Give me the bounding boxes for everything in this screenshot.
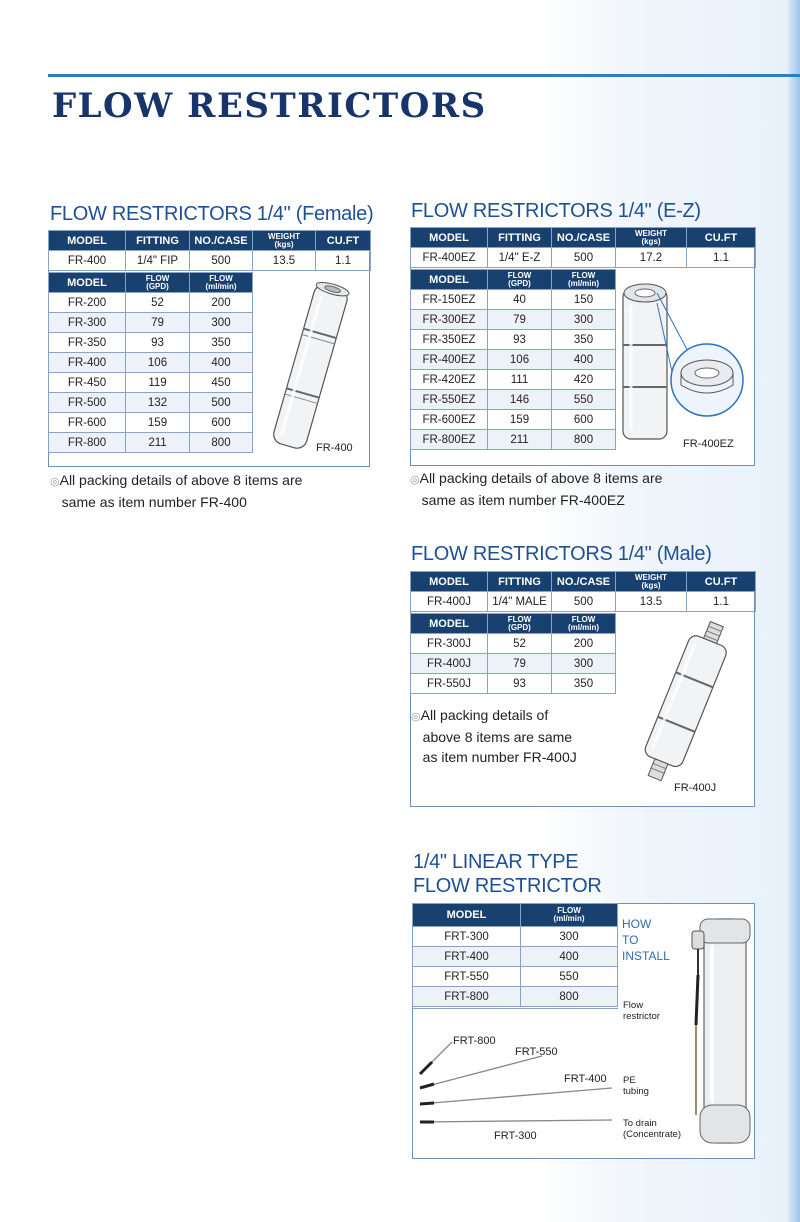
spec-model: FR-400 (49, 251, 126, 271)
fr-400j-figure-label: FR-400J (674, 782, 717, 794)
header-flow-gpd: FLOW (GPD) (488, 614, 552, 634)
frt-800-tube-label: FRT-800 (453, 1035, 496, 1047)
page-edge-bar (788, 0, 800, 1222)
header-flow-ml: FLOW (ml/min) (190, 273, 253, 293)
table-row: FR-200 52 200 (49, 293, 253, 313)
header-fitting: FITTING (488, 572, 552, 592)
male-section-title: FLOW RESTRICTORS 1/4" (Male) (411, 543, 712, 565)
header-cuft: CU.FT (687, 572, 756, 592)
table-row: FR-600 159 600 (49, 413, 253, 433)
spec-cuft: 1.1 (687, 592, 756, 612)
header-no-case: NO./CASE (552, 572, 616, 592)
header-flow-ml: FLOW (ml/min) (552, 614, 616, 634)
table-row: FR-600EZ 159 600 (411, 410, 616, 430)
ez-section-title: FLOW RESTRICTORS 1/4" (E-Z) (411, 200, 701, 222)
table-row: FR-400EZ 106 400 (411, 350, 616, 370)
female-spec-table (48, 230, 371, 271)
header-cuft: CU.FT (687, 228, 756, 248)
header-model: MODEL (411, 270, 488, 290)
table-row: FR-300 79 300 (49, 313, 253, 333)
to-drain-label: To drain (Concentrate) (623, 1118, 682, 1140)
spec-cuft: 1.1 (316, 251, 371, 271)
female-flow-table (48, 272, 253, 453)
table-row: FRT-400 400 (413, 947, 618, 967)
table-row: FR-350 93 350 (49, 333, 253, 353)
table-row: FR-400 106 400 (49, 353, 253, 373)
header-weight: WEIGHT (kgs) (253, 231, 316, 251)
header-weight: WEIGHT (kgs) (616, 572, 687, 592)
header-no-case: NO./CASE (190, 231, 253, 251)
note-bullet-icon: ◎ (50, 476, 60, 488)
frt-550-tube-label: FRT-550 (515, 1046, 558, 1058)
pe-tubing-label: PE tubing (623, 1075, 649, 1097)
page-title: FLOW RESTRICTORS (52, 86, 487, 126)
frt-300-tube-label: FRT-300 (494, 1130, 537, 1142)
header-flow-gpd: FLOW (GPD) (126, 273, 190, 293)
male-packing-note: ◎All packing details of above 8 items are same as item number FR-400J (411, 707, 577, 765)
fr-400-figure-label: FR-400 (316, 442, 353, 454)
spec-cuft: 1.1 (687, 248, 756, 268)
header-model: MODEL (411, 228, 488, 248)
header-model: MODEL (413, 904, 521, 927)
header-model: MODEL (49, 231, 126, 251)
flow-restrictor-label: Flow restrictor (623, 1000, 660, 1022)
how-to-install-heading: HOW TO INSTALL (622, 917, 670, 963)
table-row: FRT-800 800 (413, 987, 618, 1007)
spec-fitting: 1/4" E-Z (488, 248, 552, 268)
spec-fitting: 1/4" MALE (488, 592, 552, 612)
membrane-housing-image (686, 915, 752, 1147)
table-row: FR-500 132 500 (49, 393, 253, 413)
spec-weight: 13.5 (616, 592, 687, 612)
table-row: FR-300EZ 79 300 (411, 310, 616, 330)
header-model: MODEL (49, 273, 126, 293)
table-row: FR-300J 52 200 (411, 634, 616, 654)
header-weight: WEIGHT (kgs) (616, 228, 687, 248)
table-row: FRT-300 300 (413, 927, 618, 947)
top-divider (48, 74, 800, 77)
header-flow-ml: FLOW (ml/min) (521, 904, 618, 927)
table-row: FR-150EZ 40 150 (411, 290, 616, 310)
note-bullet-icon: ◎ (410, 474, 420, 486)
header-cuft: CU.FT (316, 231, 371, 251)
table-row: FR-800EZ 211 800 (411, 430, 616, 450)
female-section-title: FLOW RESTRICTORS 1/4" (Female) (50, 203, 374, 225)
female-packing-note: ◎All packing details of above 8 items are same as item number FR-400 (50, 472, 303, 510)
table-row: FR-350EZ 93 350 (411, 330, 616, 350)
table-row: FR-550EZ 146 550 (411, 390, 616, 410)
ez-flow-table (410, 269, 616, 450)
linear-table-divider (412, 1008, 618, 1009)
ez-packing-note: ◎All packing details of above 8 items are same as item number FR-400EZ (410, 470, 663, 508)
header-flow-ml: FLOW (ml/min) (552, 270, 616, 290)
spec-fitting: 1/4" FIP (126, 251, 190, 271)
fr-400j-product-image (620, 618, 750, 788)
header-flow-gpd: FLOW (GPD) (488, 270, 552, 290)
header-model: MODEL (411, 572, 488, 592)
header-fitting: FITTING (488, 228, 552, 248)
spec-model: FR-400EZ (411, 248, 488, 268)
spec-model: FR-400J (411, 592, 488, 612)
fr-400ez-figure-label: FR-400EZ (683, 438, 734, 450)
table-row: FR-400J 79 300 (411, 654, 616, 674)
table-row: FRT-550 550 (413, 967, 618, 987)
header-model: MODEL (411, 614, 488, 634)
spec-no-case: 500 (190, 251, 253, 271)
linear-flow-table (412, 903, 618, 1007)
male-spec-table (410, 571, 756, 612)
linear-section-title: 1/4" LINEAR TYPE FLOW RESTRICTOR (413, 851, 602, 897)
table-row: FR-420EZ 111 420 (411, 370, 616, 390)
note-bullet-icon: ◎ (411, 711, 421, 723)
spec-weight: 17.2 (616, 248, 687, 268)
frt-400-tube-label: FRT-400 (564, 1073, 607, 1085)
table-row: FR-550J 93 350 (411, 674, 616, 694)
spec-weight: 13.5 (253, 251, 316, 271)
header-no-case: NO./CASE (552, 228, 616, 248)
spec-no-case: 500 (552, 248, 616, 268)
table-row: FR-800 211 800 (49, 433, 253, 453)
male-flow-table (410, 613, 616, 694)
ez-spec-table (410, 227, 756, 268)
header-fitting: FITTING (126, 231, 190, 251)
fr-400ez-product-image (617, 275, 752, 450)
fr-400-product-image (255, 276, 365, 461)
spec-no-case: 500 (552, 592, 616, 612)
table-row: FR-450 119 450 (49, 373, 253, 393)
